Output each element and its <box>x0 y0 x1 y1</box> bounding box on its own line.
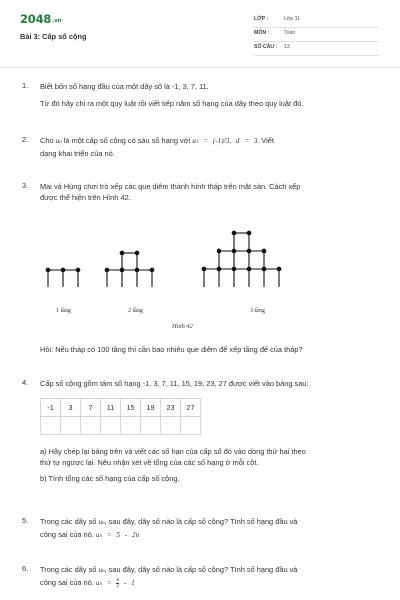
question-text: Trong các dãy số un, sau đây, dãy số nào là cấp số cộng? Tính số hạng đầu và công sai của nó. un = 5 - 2n <box>40 517 298 540</box>
table-row <box>41 399 201 417</box>
table-cell-empty <box>141 417 161 435</box>
table-cell-empty <box>61 417 81 435</box>
lesson-title: Bài 3: Cấp số cộng <box>20 32 87 41</box>
table-cell: 23 <box>161 399 181 417</box>
question-text: Biết bốn số hạng đầu của một dãy số là -1, 3, 7, 11. <box>40 82 209 91</box>
caption-3-levels: 3 tầng <box>250 308 265 314</box>
question-text: Mai và Hùng chơi trò xếp các que diêm thành hình tháp trên mặt sàn. Cách xếp được thể hiện trên Hình 42. <box>40 182 301 203</box>
question-number: 2. <box>22 135 29 144</box>
question-text: Cho un là một cấp số cộng có sáu số hạng với u1 = (-1)/3, d = 3. Viết dạng khai triển của nó. <box>40 136 274 159</box>
site-logo[interactable]: 2048.vn <box>20 12 62 26</box>
table-cell: -1 <box>41 399 61 417</box>
question-text: Cấp số cộng gồm tám số hạng -1, 3, 7, 11, 15, 19, 23, 27 được viết vào bảng sau: <box>40 379 309 388</box>
page-header: 2048.vn Bài 3: Cấp số cộng LỚP : Lớp 11 MÔN : Toán SỐ CÂU : 13 <box>0 0 400 62</box>
question-text: Hỏi: Nếu tháp có 100 tầng thì cần bao nhiêu que diêm để xếp tầng đế của tháp? <box>40 345 303 354</box>
question-number: 4. <box>22 378 29 387</box>
question-number: 5. <box>22 516 29 525</box>
matchstick-tower-figure <box>40 215 350 335</box>
table-cell: 19 <box>141 399 161 417</box>
table-cell-empty <box>161 417 181 435</box>
table-cell: 27 <box>181 399 201 417</box>
sequence-table <box>40 398 201 435</box>
question-number: 3. <box>22 181 29 190</box>
caption-2-levels: 2 tầng <box>128 308 143 314</box>
table-cell-empty <box>101 417 121 435</box>
table-cell-empty <box>41 417 61 435</box>
table-cell: 7 <box>81 399 101 417</box>
question-number: 1. <box>22 81 29 90</box>
tower-diagram <box>40 215 350 320</box>
table-row <box>41 417 201 435</box>
table-cell: 15 <box>121 399 141 417</box>
question-number: 6. <box>22 564 29 573</box>
table-cell: 11 <box>101 399 121 417</box>
table-cell: 3 <box>61 399 81 417</box>
header-divider <box>0 67 400 68</box>
table-cell-empty <box>121 417 141 435</box>
question-text: Từ đó hãy chỉ ra một quy luật rồi viết tiếp năm số hạng của dãy theo quy luật đó. <box>40 99 304 109</box>
question-text: Trong các dãy số un, sau đây, dãy số nào là cấp số cộng? Tính số hạng đầu và công sai của nó. un = $\frac{n}{2}$ - 1 <box>40 565 298 590</box>
figure-label: Hình 42 <box>172 323 193 330</box>
table-cell-empty <box>181 417 201 435</box>
table-cell-empty <box>81 417 101 435</box>
question-text: a) Hãy chép lại bảng trên và viết các số hạn của cấp số đó vào dòng thứ hai theo thứ tự ngược lại. Nêu nhận xét về tổng của các số hạng ở mỗi cột. b) Tính tổng các số hạng của cấp số cộng. <box>40 447 306 484</box>
caption-1-level: 1 tầng <box>56 308 71 314</box>
